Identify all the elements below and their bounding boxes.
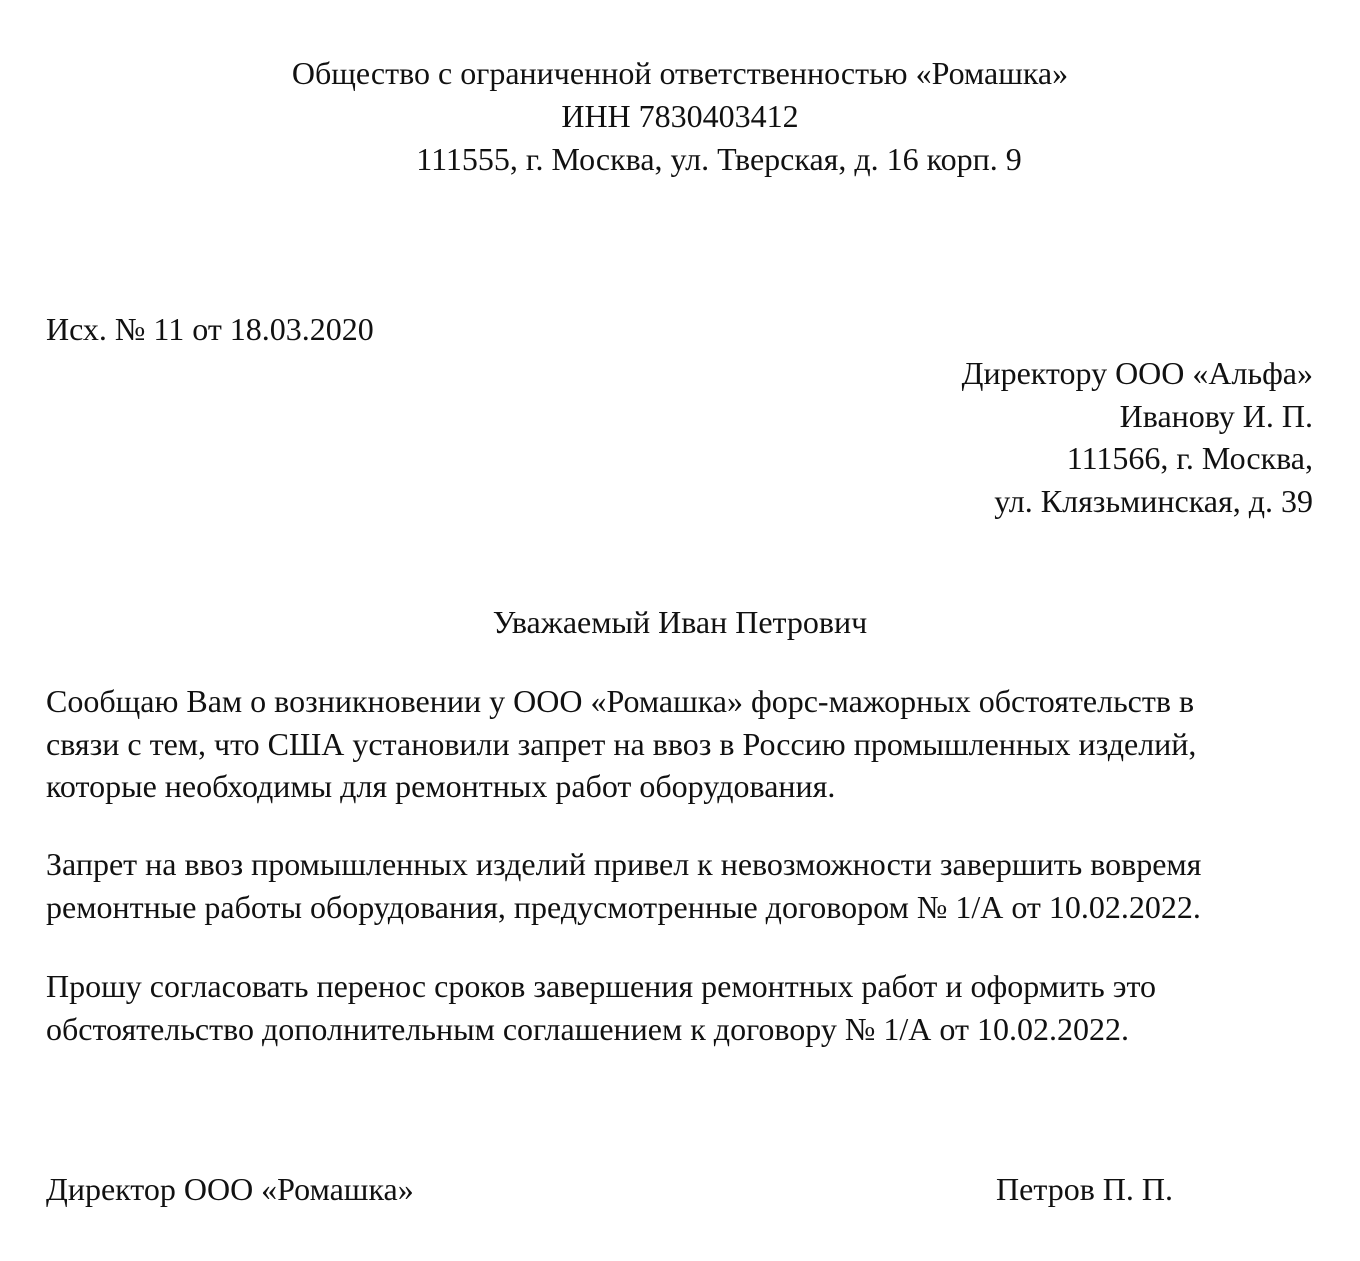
company-inn: ИНН 7830403412 [561, 98, 799, 134]
paragraph-line: Запрет на ввоз промышленных изделий привел к невозможности завершить вовремя [46, 846, 1202, 882]
company-address: 111555, г. Москва, ул. Тверская, д. 16 корп. 9 [416, 141, 1022, 177]
recipient-name: Иванову И. П. [1119, 397, 1313, 434]
recipient-block [962, 352, 1313, 522]
paragraph-line: обстоятельство дополнительным соглашением к договору № 1/А от 10.02.2022. [46, 1010, 1129, 1047]
signer-position: Директор ООО «Ромашка» [46, 1171, 414, 1207]
body-paragraph-3 [46, 965, 1326, 1050]
salutation: Уважаемый Иван Петрович [492, 604, 868, 640]
recipient-city: 111566, г. Москва, [1066, 440, 1313, 476]
paragraph-line: связи с тем, что США установили запрет на ввоз в Россию промышленных изделий, [46, 725, 1197, 762]
outgoing-reference: Исх. № 11 от 18.03.2020 [46, 311, 374, 347]
paragraph-line: Прошу согласовать перенос сроков завершения ремонтных работ и оформить это [46, 968, 1156, 1004]
paragraph-line: ремонтные работы оборудования, предусмотренные договором № 1/А от 10.02.2022. [46, 888, 1201, 925]
recipient-street: ул. Клязьминская, д. 39 [994, 482, 1313, 519]
signer-name: Петров П. П. [996, 1171, 1174, 1207]
body-paragraph-2 [46, 843, 1326, 928]
body-paragraph-1 [46, 680, 1326, 808]
company-name: Общество с ограниченной ответственностью «Ромашка» [291, 55, 1069, 91]
paragraph-line: которые необходимы для ремонтных работ оборудования. [46, 768, 836, 804]
recipient-position: Директору ООО «Альфа» [961, 355, 1313, 391]
paragraph-line: Сообщаю Вам о возникновении у ООО «Ромашка» форс-мажорных обстоятельств в [46, 683, 1195, 719]
